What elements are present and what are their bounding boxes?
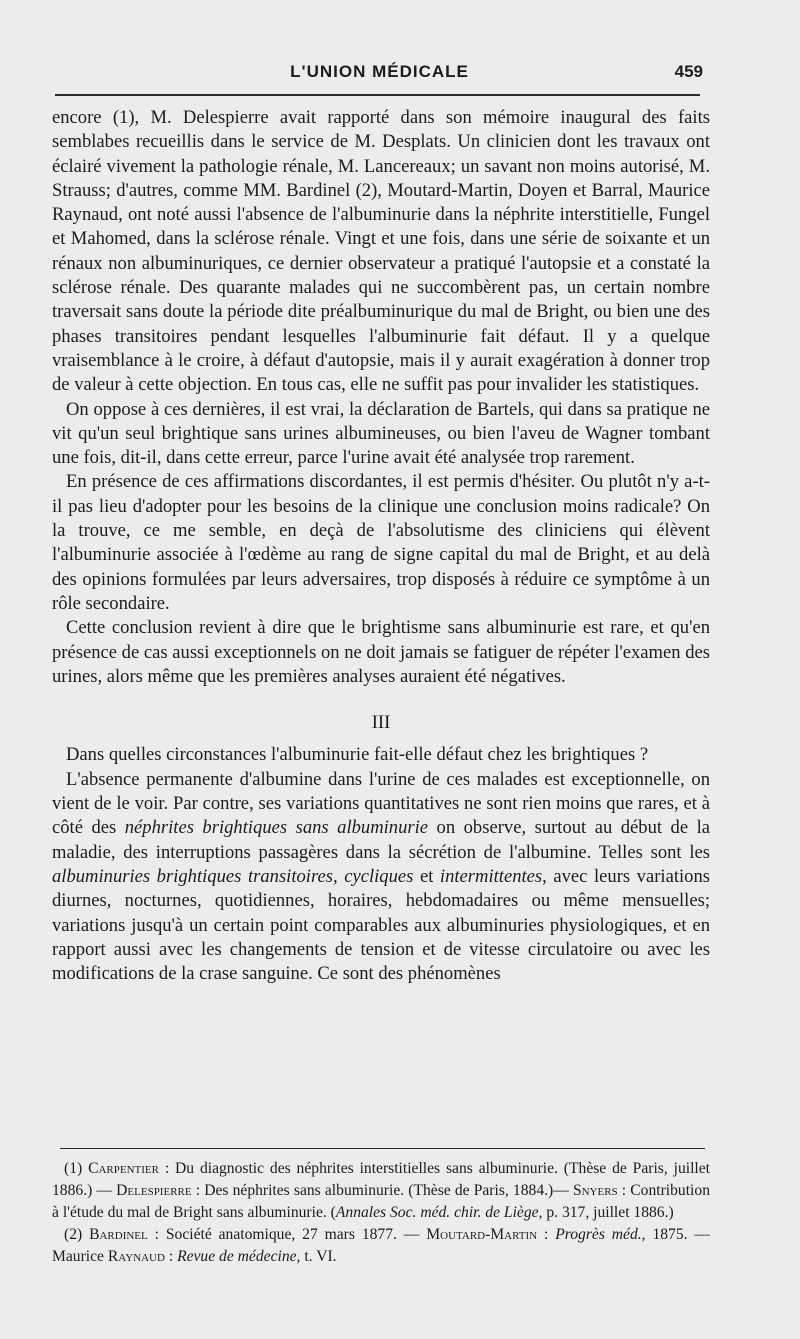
page-number: 459 [674,62,703,81]
footnote-1-text-a: : Du diagnostic des néphrites interstitielles sans albuminurie. (Thèse de Paris, juillet 1886.) — [52,1160,710,1199]
footnote-2-author-raynaud: Raynaud [107,1248,165,1265]
running-title: L'UNION MÉDICALE [290,62,469,81]
footnote-2-mark: (2) [64,1226,83,1243]
footnote-2 [52,1224,710,1268]
footnote-1-author-carpentier: Carpentier [88,1160,159,1177]
footnote-2-text-a: : Société anatomique, 27 mars 1877. — [147,1226,427,1243]
body-text [52,106,710,986]
footnote-2-text-d: : [164,1248,178,1265]
footnote-2-text-b: : [537,1226,556,1243]
paragraph-2: On oppose à ces dernières, il est vrai, la déclaration de Bartels, qui dans sa pratique ne vit qu'un seul brightique sans urines albumineuses, ou bien l'aveu de Wagner tombant une fois, dit-il, dans cette erreur, parce l'urine avait été analysée trop rarement. [52,398,710,469]
paragraph-1: encore (1), M. Delespierre avait rapporté dans son mémoire inaugural des faits semblabes recueillis dans le service de M. Desplats. Un clinicien dont les travaux ont éclairé vivement la pathologie rénale, M. Lancereaux; un savant non moins autorisé, M. Strauss; d'autres, comme MM. Bardinel (2), Moutard-Martin, Doyen et Barral, Maurice Raynaud, ont noté aussi l'absence de l'albuminurie dans la néphrite interstitielle, Fungel et Mahomed, dans la sclérose rénale. Vingt et une fois, dans une série de soixante et un rénaux non albuminuriques, ce dernier observateur a pratiqué l'autopsie et a constaté la sclérose rénale. Des quarante malades qui ne succombèrent pas, un certain nombre traversait sans doute la période dite préalbuminurique du mal de Bright, ou bien une des phases transitoires pendant lesquelles l'albuminurie fait défaut. Il y a quelque vraisemblance à le croire, à défaut d'autopsie, mais il y aurait exagération à donner trop de valeur à cette objection. En tous cas, elle ne suffit pas pour invalider les statistiques. [52,107,710,396]
paragraph-5: Dans quelles circonstances l'albuminurie fait-elle défaut chez les brightiques ? [66,744,649,766]
paragraph-6-emphasis-3: intermittentes [439,865,543,887]
paragraph-3: En présence de ces affirmations discordantes, il est permis d'hésiter. Ou plutôt n'y a-t-il pas lieu d'adopter pour les besoins de la clinique une conclusion moins radicale? On la trouve, ce me semble, en deçà de l'absolutisme des cliniciens qui élèvent l'albuminurie associée à l'œdème au rang de signe capital du mal de Bright, et au delà des opinions formulées par leurs adversaires, trop disposés à réduire ce symptôme à un rôle secondaire. [52,471,710,614]
footnote-2-text-e: , t. VI. [296,1248,337,1265]
paragraph-4: Cette conclusion revient à dire que le brightisme sans albuminurie est rare, et qu'en présence de cas aussi exceptionnels on ne doit jamais se fatiguer de répéter l'examen des urines, alors même que les premières analyses auraient été négatives. [52,617,710,687]
section-number: III [371,712,391,734]
footnote-1-author-delespierre: Delespierre [116,1182,192,1199]
footnote-1-text-c: : Contribution à l'étude du mal de Bright sans albuminurie. ( [52,1182,710,1221]
footnote-2-text-c: , 1875. — Maurice [52,1226,710,1265]
paragraph-6-emphasis-1: néphrites brightiques sans albuminurie [124,817,429,839]
paragraph-6-part-d: , avec leurs variations diurnes, nocturnes, quotidiennes, horaires, hebdomadaires ou même mensuelles; variations jusqu'à un certain point comparables aux albuminuries physiologiques, et en rapport aussi avec les changements de tension et de vitesse circulatoire ou avec les modifications de la crase sanguine. Ce sont des phénomènes [52,865,710,985]
header-rule [55,94,700,96]
footnote-1-author-snyers: Snyers [572,1182,618,1199]
footnote-2-journal-revue: Revue de médecine [177,1248,297,1265]
footnotes [52,1158,710,1268]
paragraph-6-part-c: et [413,865,440,887]
footnote-2-author-moutard-martin: Moutard-Martin [426,1226,538,1243]
footnote-rule [60,1148,705,1149]
footnote-1-journal: Annales Soc. méd. chir. de Liège [335,1204,539,1221]
footnote-2-author-bardinel: Bardinel [89,1226,148,1243]
footnote-1-text-b: : Des néphrites sans albuminurie. (Thèse de Paris, 1884.)— [191,1182,573,1199]
footnote-2-journal-progres: Progrès méd. [555,1226,642,1243]
paragraph-6-emphasis-2: albuminuries brightiques transitoires, cycliques [52,865,414,887]
page-header [52,62,707,92]
footnote-1 [52,1158,710,1224]
paragraph-6 [52,768,710,987]
footnote-1-text-d: , p. 317, juillet 1886.) [538,1204,674,1221]
paragraph-6-part-b: on observe, surtout au début de la maladie, des interruptions passagères dans la sécrétion de l'albumine. Telles sont les [52,817,710,863]
paragraph-6-part-a: L'absence permanente d'albumine dans l'urine de ces malades est exceptionnelle, on vient de le voir. Par contre, ses variations quantitatives ne sont rien moins que rares, et à côté des [52,768,710,839]
footnote-1-mark: (1) [64,1160,83,1177]
